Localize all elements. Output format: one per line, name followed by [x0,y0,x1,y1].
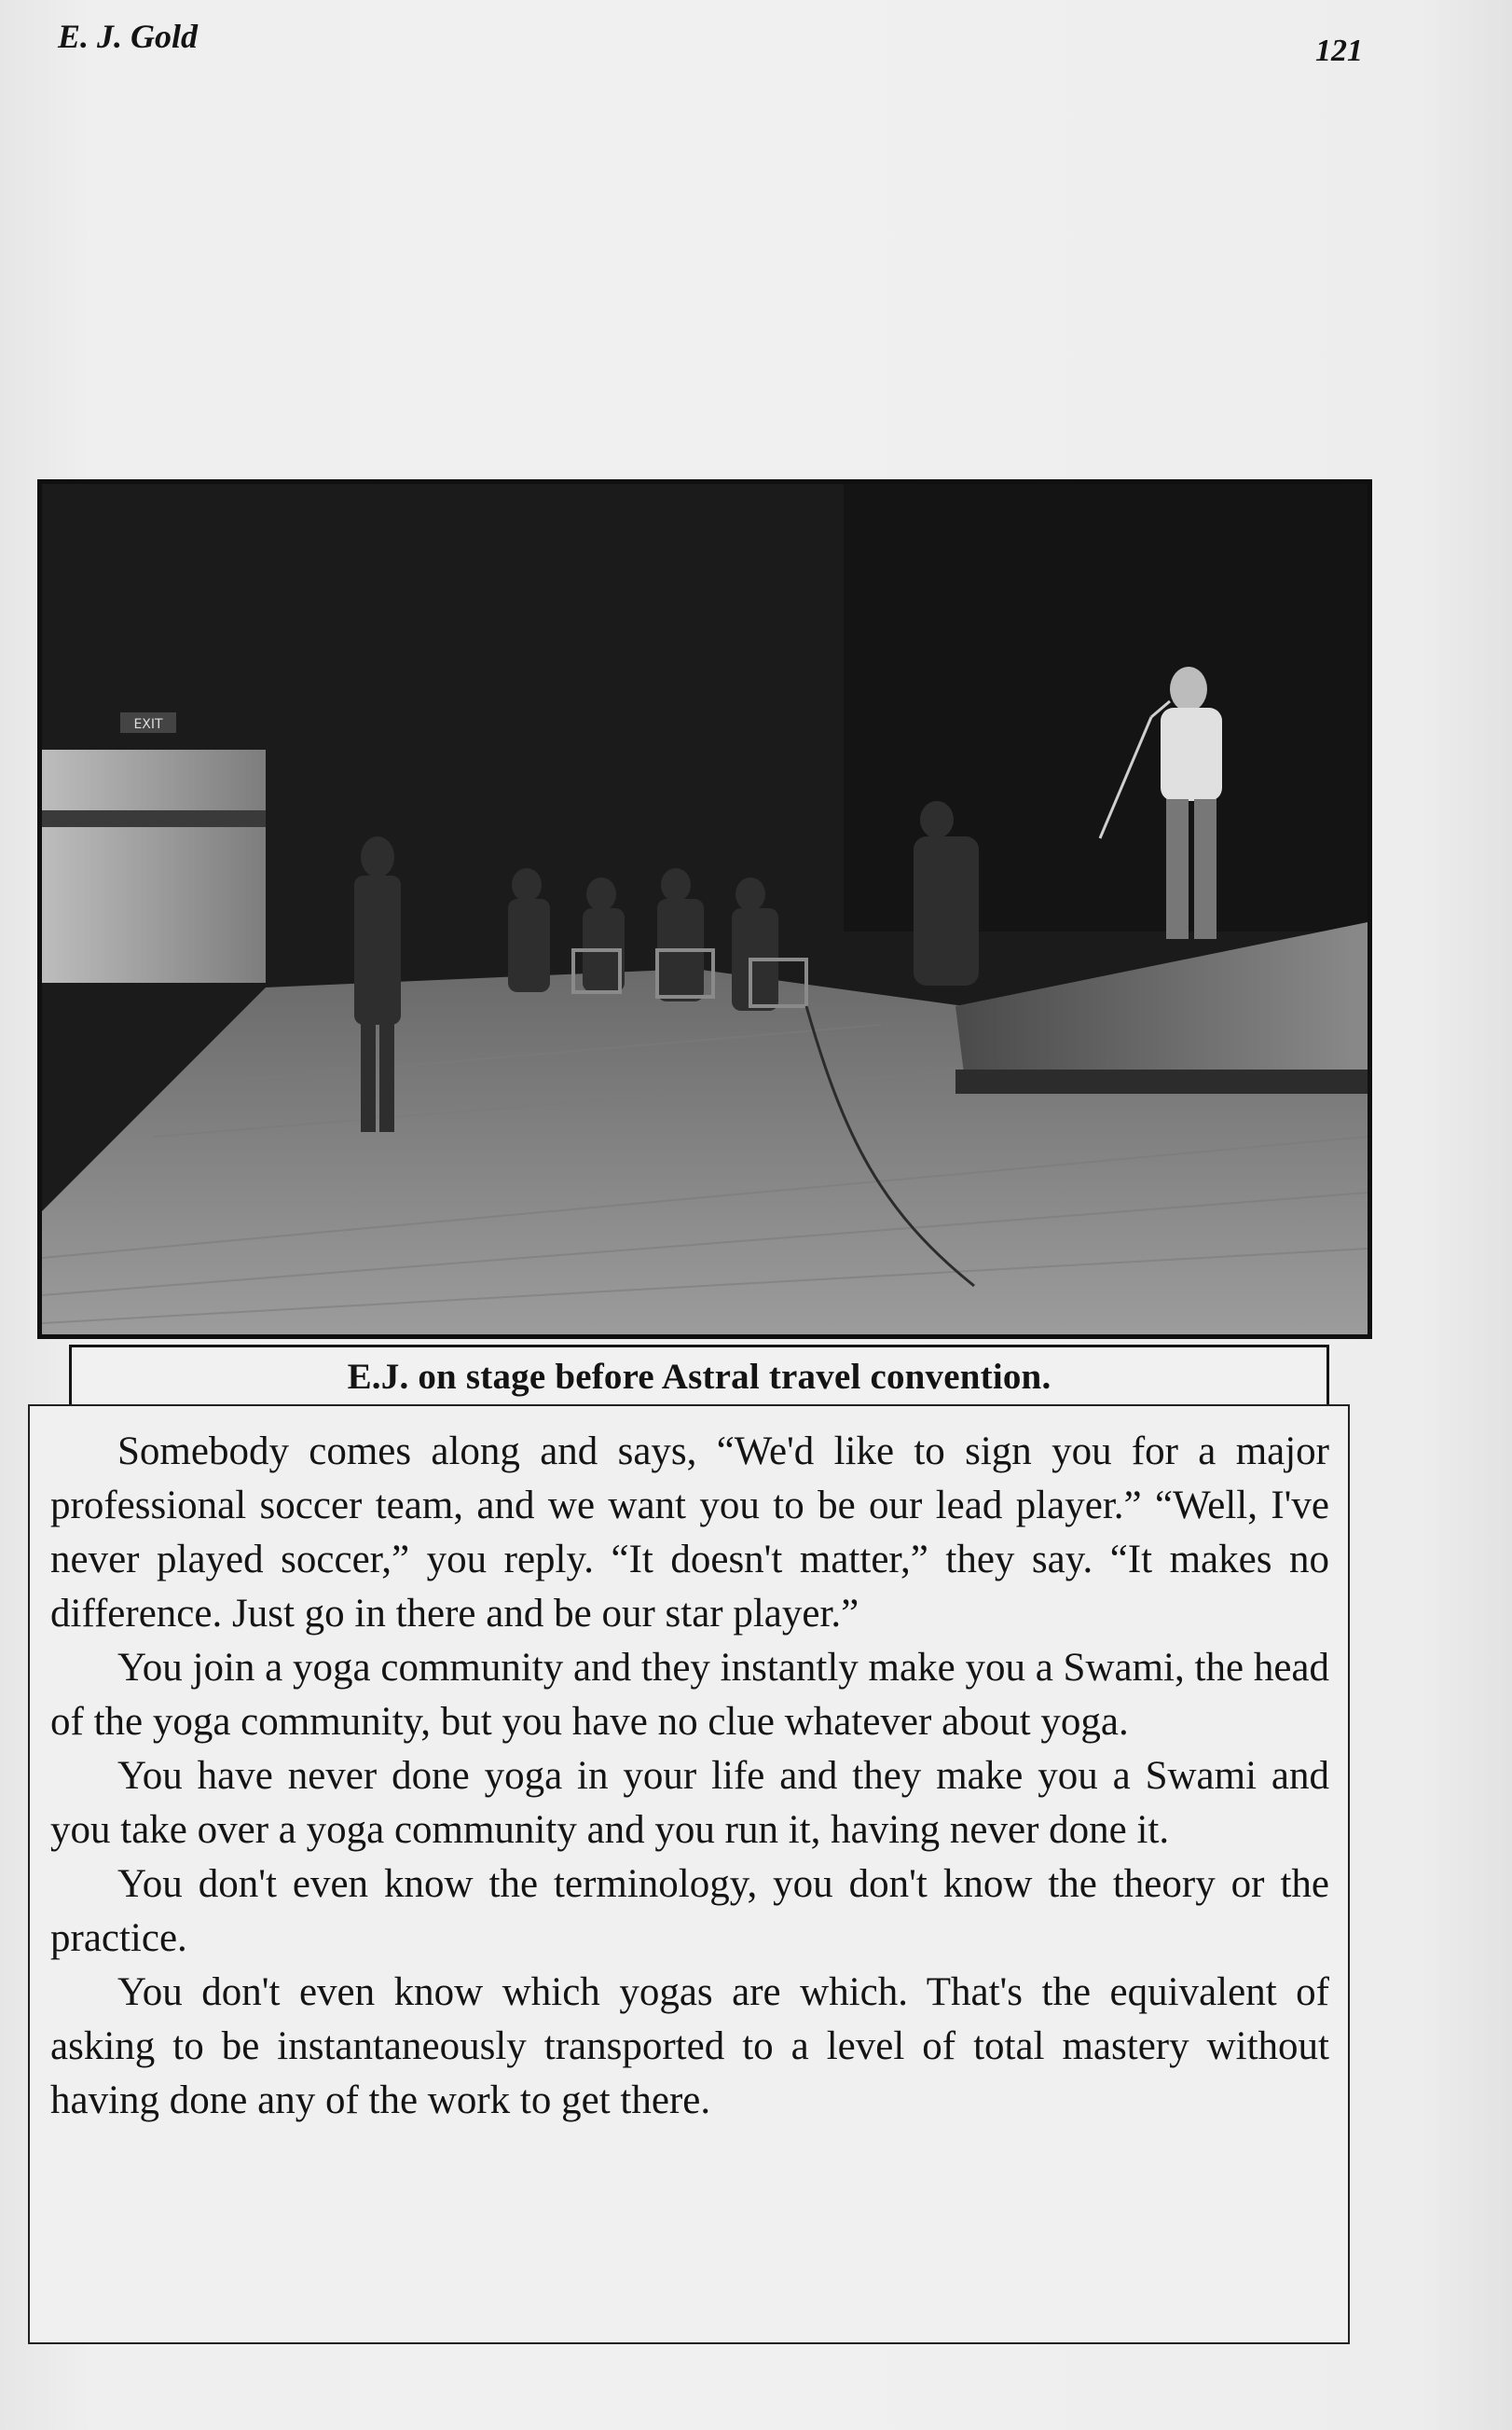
lit-doorway [42,750,266,983]
body-text-box [28,1404,1350,2344]
photo-illustration [42,484,1368,1334]
exit-sign-label: EXIT [133,717,163,732]
paragraph: You join a yoga community and they instantly make you a Swami, the head of the yoga community, but you have no clue whatever about yoga. [50,1646,1329,1744]
stage-photograph [37,479,1372,1339]
paragraph: You have never done yoga in your life and they make you a Swami and you take over a yoga community and you run it, having never done it. [50,1754,1329,1852]
running-head-author: E. J. Gold [58,18,199,55]
paragraph: You don't even know which yogas are which. That's the equivalent of asking to be instantaneously transported to a level of total mastery without having done any of the work to get there. [50,1970,1329,2122]
paragraph: You don't even know the terminology, you don't know the theory or the practice. [50,1862,1329,1960]
paragraph: Somebody comes along and says, “We'd like to sign you for a major professional soccer team, and we want you to be our lead player.” “Well, I've never played soccer,” you reply. “It doesn't matter,” they say. “It makes no difference. Just go in there and be our star player.” [50,1429,1329,1636]
photo-caption: E.J. on stage before Astral travel convention. [69,1345,1329,1408]
page-number: 121 [1315,34,1363,68]
